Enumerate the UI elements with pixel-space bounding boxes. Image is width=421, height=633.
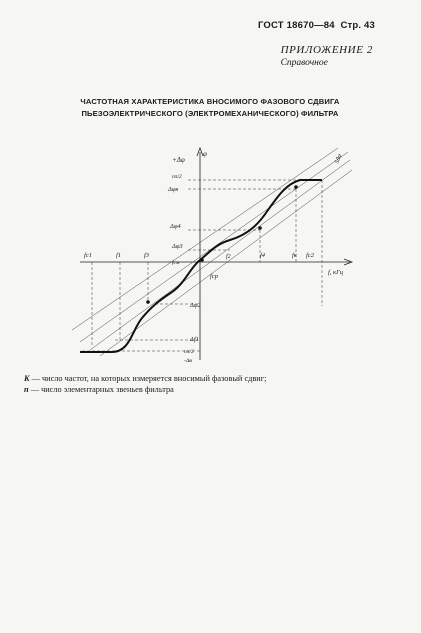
note-k xyxy=(24,373,404,384)
label-fc1: fс1 xyxy=(84,252,92,259)
label-phi3: Δφ3 xyxy=(172,243,183,250)
page-number: Стр. 43 xyxy=(340,20,375,31)
point-f3 xyxy=(146,300,150,304)
label-rotated: 5Δφ xyxy=(334,153,344,165)
label-minus-phi: -Δφ xyxy=(184,358,193,362)
note-n xyxy=(24,384,404,395)
note-n-symbol: n xyxy=(24,385,29,394)
label-f2: f2 xyxy=(226,254,231,260)
title-line-2: ПЬЕЗОЭЛЕКТРИЧЕСКОГО (ЭЛЕКТРОМЕХАНИЧЕСКОГО) ФИЛЬТРА xyxy=(81,109,339,118)
point-fk xyxy=(294,185,298,189)
appendix-subtitle: Справочное xyxy=(280,58,328,68)
x-axis-label: f, кГц xyxy=(328,269,344,276)
y-axis-label: +Δφ xyxy=(172,156,185,164)
label-f1: f1 xyxy=(116,252,122,259)
document-title xyxy=(40,96,380,120)
label-phik: Δφк xyxy=(168,186,179,193)
note-k-text: — число частот, на которых измеряется вносимый фазовый сдвиг; xyxy=(29,374,267,383)
point-f4 xyxy=(258,226,262,230)
phase-curve xyxy=(80,180,322,352)
label-fsm: fсм xyxy=(172,260,180,266)
point-fcp xyxy=(200,258,204,262)
label-phi4: Δφ4 xyxy=(170,223,181,230)
phase-characteristic-figure xyxy=(60,140,360,362)
appendix-title: ПРИЛОЖЕНИЕ 2 xyxy=(280,44,373,56)
label-f4: f4 xyxy=(260,252,266,259)
notes xyxy=(24,373,404,395)
label-fc2: fс2 xyxy=(306,252,314,259)
label-npi-bottom: nπ/2 xyxy=(184,349,194,355)
guide-line-3 xyxy=(100,170,352,356)
note-n-text: — число элементарных звеньев фильтра xyxy=(28,385,174,394)
label-fcp: fср xyxy=(210,273,218,280)
note-k-symbol: K xyxy=(24,374,30,383)
label-phi2: Δφ2 xyxy=(190,302,201,309)
title-line-1: ЧАСТОТНАЯ ХАРАКТЕРИСТИКА ВНОСИМОГО ФАЗОВОГО СДВИГА xyxy=(80,97,340,106)
phi-label: φ xyxy=(203,150,207,158)
label-npi-top: nπ/2 xyxy=(172,174,182,180)
label-f3: f3 xyxy=(144,252,150,259)
page-header xyxy=(258,20,375,31)
label-fk: fк xyxy=(292,252,297,259)
label-df1: Δf1 xyxy=(190,336,199,343)
standard-number: ГОСТ 18670—84 xyxy=(257,20,335,31)
guide-line-4 xyxy=(72,148,338,330)
appendix-block xyxy=(281,44,373,68)
